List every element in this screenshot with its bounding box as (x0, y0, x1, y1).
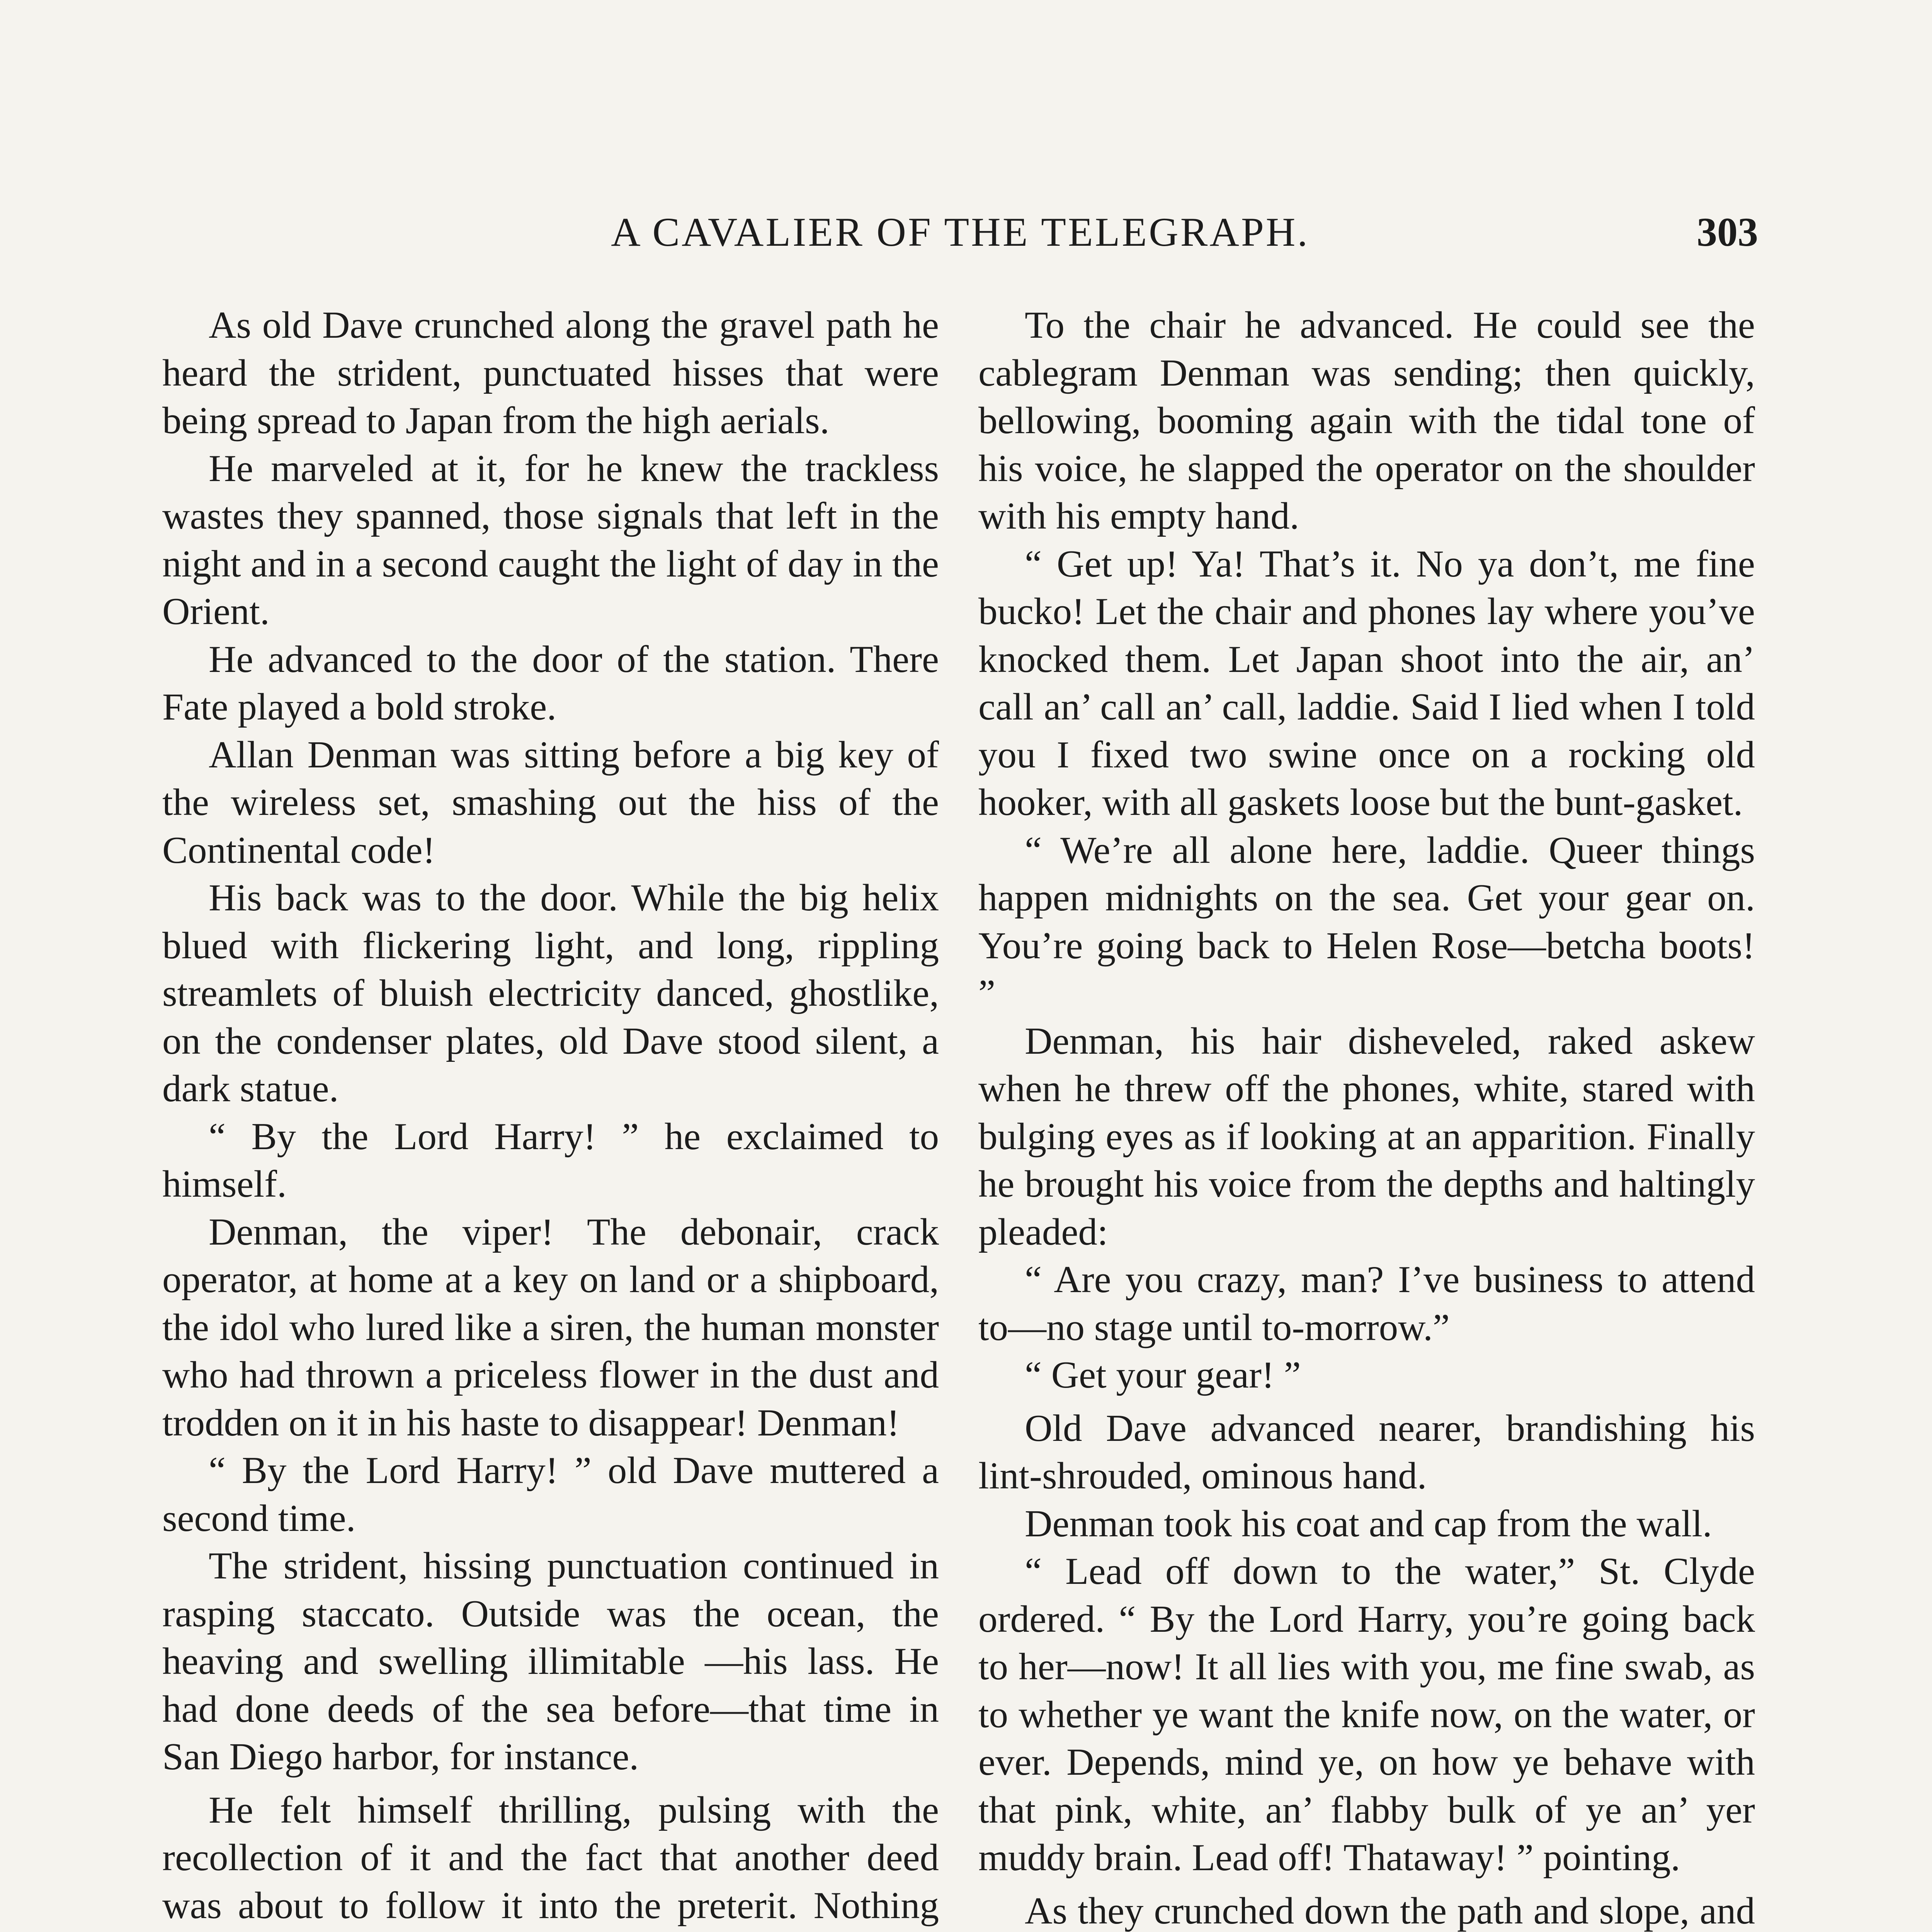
paragraph: Denman took his coat and cap from the wall. (1025, 1502, 1712, 1545)
paragraph: He advanced to the door of the station. There Fate played a bold stroke. (162, 638, 939, 728)
paragraph: “ We’re all alone here, laddie. Queer things happen midnights on the sea. Get your gear on. You’re going back to Helen Rose—betcha boots! ” (978, 829, 1755, 1014)
paragraph: “ By the Lord Harry! ” he exclaimed to himself. (162, 1115, 939, 1205)
paragraph: To the chair he advanced. He could see the cablegram Denman was sending; then quickly, bellowing, booming again with the tidal tone of his voice, he slapped the operator on the shoulder with his empty hand. (978, 304, 1755, 537)
paragraph: “ By the Lord Harry! ” old Dave muttered a second time. (162, 1449, 939, 1539)
paragraph: Denman, the viper! The debonair, crack operator, at home at a key on land or a shipboard, the idol who lured like a siren, the human monster who had thrown a priceless flower in the dust and trodden on it in his haste to disappear! Denman! (162, 1211, 939, 1444)
paragraph: “ Get up! Ya! That’s it. No ya don’t, me fine bucko! Let the chair and phones lay where you’ve knocked them. Let Japan shoot into the air, an’ call an’ call an’ call, laddie. Said I lied when I told you I fixed two swine once on a rocking old hooker, with all gaskets loose but the bunt-gasket. (978, 543, 1755, 823)
paragraph: His back was to the door. While the big helix blued with flickering light, and long, rippling streamlets of bluish electricity danced, ghostlike, on the condenser plates, old Dave stood silent, a dark statue. (162, 877, 939, 1110)
paragraph: He felt himself thrilling, pulsing with the recollection of it and the fact that another deed was about to follow it into the preterit. Nothing (162, 1789, 939, 1927)
paragraph: As they crunched down the path and slope, and (1025, 1889, 1755, 1932)
paragraph: “ Are you crazy, man? I’ve business to attend to—no stage until to-morrow.” (978, 1259, 1755, 1349)
paragraph: He marveled at it, for he knew the trackless wastes they spanned, those signals that left in the night and in a second caught the light of day in the Orient. (162, 447, 939, 633)
paragraph: Denman, his hair disheveled, raked askew when he threw off the phones, white, stared with bulging eyes as if looking at an apparition. Finally he brought his voice from the depths and haltingly pleaded: (978, 1020, 1755, 1253)
paragraph: “ Lead off down to the water,” St. Clyde ordered. “ By the Lord Harry, you’re going back to her—now! It all lies with you, me fine swab, as to whether ye want the knife now, on the water, or ever. Depends, mind ye, on how ye behave with that pink, white, an’ flabby bulk of ye an’ yer muddy brain. Lead off! Thataway! ” pointing. (978, 1550, 1755, 1879)
running-title: A CAVALIER OF THE TELEGRAPH. (611, 209, 1310, 255)
paragraph: Allan Denman was sitting before a big key of the wireless set, smashing out the hiss of the Continental code! (162, 733, 939, 871)
page-number: 303 (1697, 209, 1758, 255)
paragraph: Old Dave advanced nearer, brandishing his lint-shrouded, ominous hand. (978, 1407, 1755, 1497)
right-column (978, 301, 1755, 1932)
running-head (162, 209, 1758, 263)
paragraph: “ Get your gear! ” (1025, 1354, 1301, 1396)
paragraph: As old Dave crunched along the gravel path he heard the strident, punctuated hisses that were being spread to Japan from the high aerials. (162, 304, 939, 442)
left-column (162, 301, 939, 1932)
paragraph: The strident, hissing punctuation continued in rasping staccato. Outside was the ocean, the heaving and swelling illimitable —his lass. He had done deeds of the sea before—that time in San Diego harbor, for instance. (162, 1545, 939, 1778)
